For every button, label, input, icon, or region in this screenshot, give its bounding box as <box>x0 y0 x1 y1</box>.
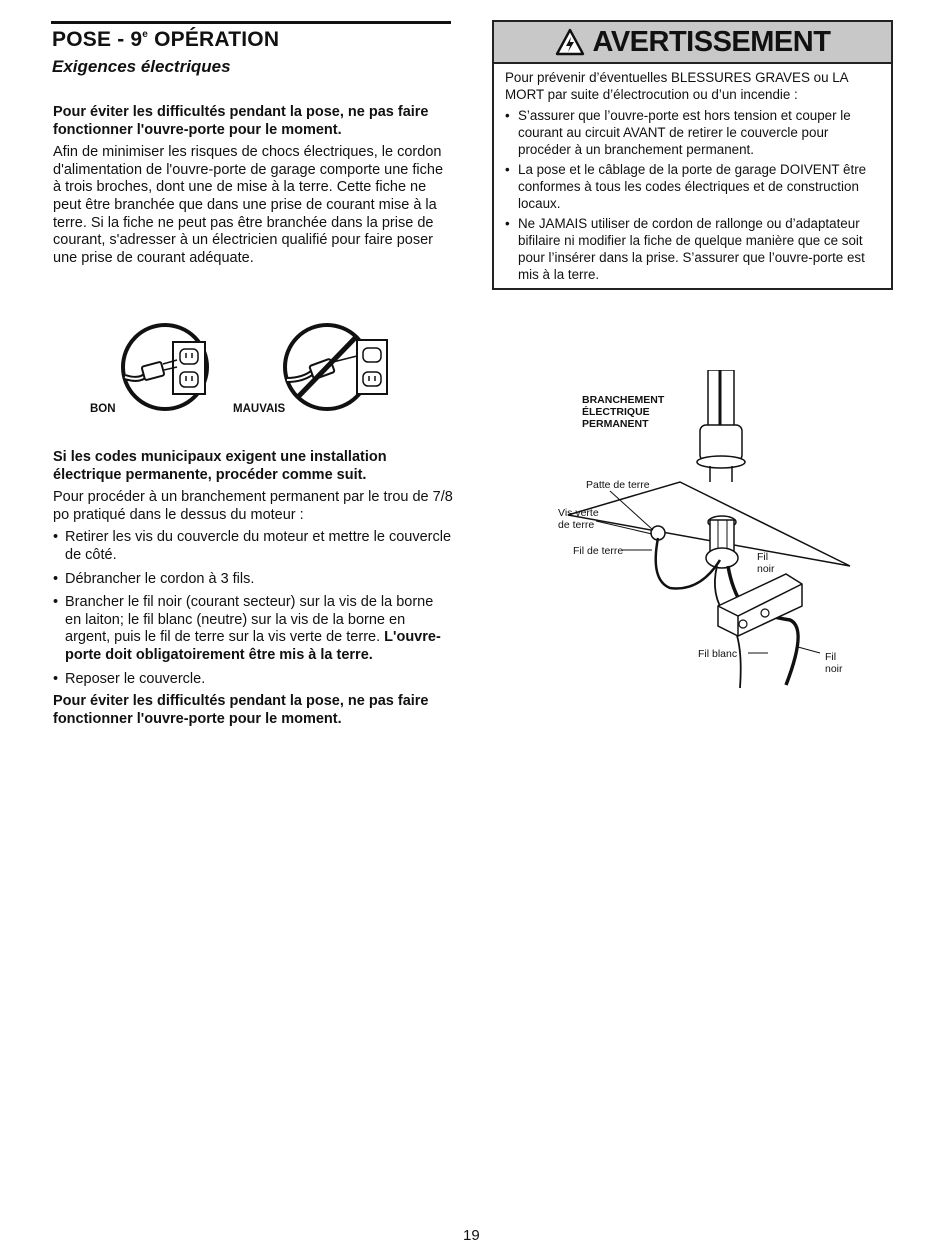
label-good: BON <box>90 403 116 415</box>
warning-intro: Pour prévenir d’éventuelles BLESSURES GRAVES ou LA MORT par suite d’électrocution ou d’un incendie : <box>505 70 848 102</box>
steps-list <box>53 529 453 688</box>
grounding-note: L'ouvre-porte doit obligatoirement être mis à la terre. <box>65 629 441 663</box>
label-fil-noir-top: Fil noir <box>757 551 775 575</box>
bad-outlet-icon <box>275 312 420 412</box>
list-item: • Reposer le couvercle. <box>53 671 453 689</box>
list-item: • Retirer les vis du couvercle du moteur et mettre le couvercle de côté. <box>53 529 453 564</box>
warning-title: AVERTISSEMENT <box>592 25 831 58</box>
label-fil-de-terre: Fil de terre <box>573 545 624 557</box>
label-fil-noir-bottom: Fil noir <box>825 651 843 675</box>
list-item: • La pose et le câblage de la porte de garage DOIVENT être conformes à tous les codes électriques et de construction locaux. <box>505 161 881 212</box>
label-bad: MAUVAIS <box>233 403 286 415</box>
diagram-title: BRANCHEMENT ÉLECTRIQUE PERMANENT <box>582 394 665 430</box>
list-item: • S’assurer que l’ouvre-porte est hors tension et couper le courant au circuit AVANT de retirer le couvercle pour procéder à un branchement permanent. <box>505 107 881 158</box>
page-subtitle: Exigences électriques <box>52 57 231 76</box>
warning-body <box>494 64 891 283</box>
intro-paragraph: Afin de minimiser les risques de chocs électriques, le cordon d'alimentation de l'ouvre-porte de garage comporte une fiche à trois broches, dont une de mise à la terre. Cette fiche ne peut être branchée que dans une prise de courant mise à la terre. Si la fiche ne peut pas être branchée dans la prise de courant, s'adresser à un électricien qualifié pour faire poser une prise de courant adéquate. <box>53 144 444 266</box>
outro-bold: Pour éviter les difficultés pendant la pose, ne pas faire fonctionner l'ouvre-porte pour le moment. <box>53 693 429 727</box>
warning-triangle-icon <box>555 28 585 56</box>
page-number: 19 <box>463 1227 480 1244</box>
permanent-bold: Si les codes municipaux exigent une installation électrique permanente, procéder comme suit. <box>53 449 387 483</box>
intro-section <box>53 104 453 272</box>
page-title: POSE - 9e OPÉRATION <box>52 28 280 51</box>
label-vis-verte: Vis verte de terre <box>558 507 599 531</box>
list-item: • Débrancher le cordon à 3 fils. <box>53 571 453 589</box>
permanent-paragraph: Pour procéder à un branchement permanent par le trou de 7/8 po pratiqué dans le dessus du moteur : <box>53 489 453 523</box>
warning-header <box>494 22 891 64</box>
warning-box <box>492 20 893 290</box>
title-rule <box>51 21 451 24</box>
permanent-section <box>53 449 453 733</box>
label-fil-blanc: Fil blanc <box>698 648 738 660</box>
warning-list <box>505 107 881 283</box>
label-patte-de-terre: Patte de terre <box>586 479 650 491</box>
wiring-diagram <box>550 370 860 695</box>
outlet-illustration <box>85 312 315 417</box>
intro-bold: Pour éviter les difficultés pendant la pose, ne pas faire fonctionner l'ouvre-porte pour le moment. <box>53 104 429 138</box>
list-item: • Brancher le fil noir (courant secteur) sur la vis de la borne en laiton; le fil blanc (neutre) sur la vis de la borne en argent, puis le fil de terre sur la vis verte de terre. L'ouvre-porte doit obligatoirement être mis à la terre. <box>53 594 453 664</box>
list-item: • Ne JAMAIS utiliser de cordon de rallonge ou d’adaptateur bifilaire ni modifier la fiche de quelque manière que ce soit pour l’insérer dans la prise. S’assurer que l’ouvre-porte est mis à la terre. <box>505 215 881 283</box>
